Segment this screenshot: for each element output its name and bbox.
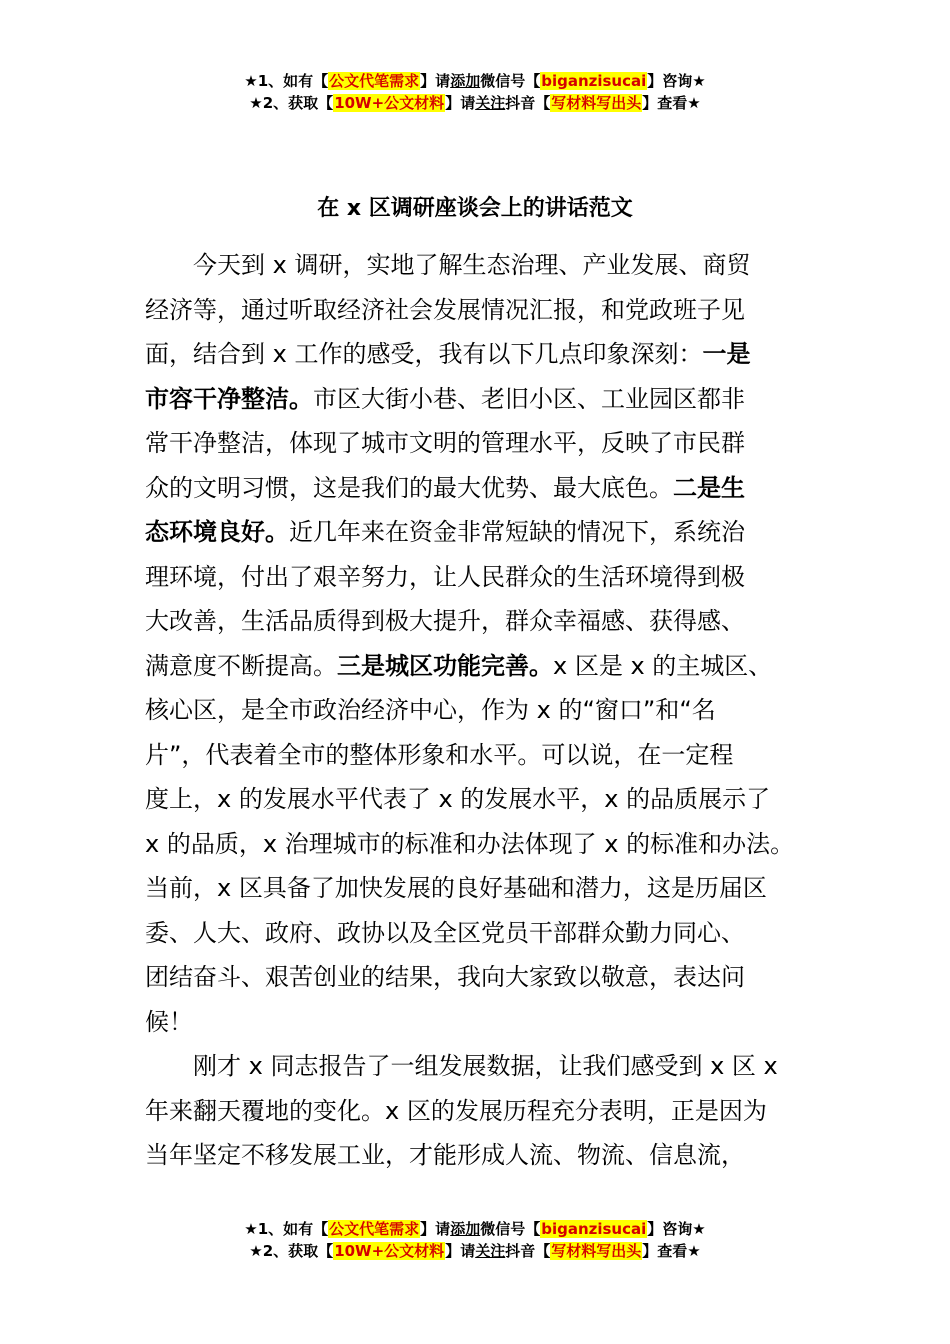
text-line: 年来翻天覆地的变化。x 区的发展历程充分表明，正是因为 bbox=[145, 1096, 767, 1125]
text-line: 委、人大、政府、政协以及全区党员干部群众勤力同心、 bbox=[145, 918, 745, 947]
text-line: x 的品质，x 治理城市的标准和办法体现了 x 的标准和办法。 bbox=[145, 829, 795, 858]
banner-text: 】查看★ bbox=[642, 94, 701, 112]
text-line: 理环境，付出了艰辛努力，让人民群众的生活环境得到极 bbox=[145, 562, 745, 591]
banner-text: 】请 bbox=[420, 72, 451, 90]
banner-underlined-text: 添加 bbox=[450, 72, 481, 90]
text-line: 刚才 x 同志报告了一组发展数据，让我们感受到 x 区 x bbox=[193, 1052, 778, 1080]
bold-heading-text: 态环境良好。 bbox=[145, 518, 289, 546]
banner-highlight: biganzisucai bbox=[541, 72, 647, 90]
line-segment: 市区大街小巷、老旧小区、工业园区都非 bbox=[313, 384, 745, 413]
text-line: 大改善，生活品质得到极大提升，群众幸福感、获得感、 bbox=[145, 607, 745, 635]
document-title: 在 x 区调研座谈会上的讲话范文 bbox=[317, 196, 633, 221]
line-segment: 近几年来在资金非常短缺的情况下，系统治 bbox=[289, 518, 745, 546]
banner-line-1 bbox=[0, 1218, 950, 1240]
banner-highlight: 10W+公文材料 bbox=[334, 94, 445, 112]
text-line: 度上，x 的发展水平代表了 x 的发展水平，x 的品质展示了 bbox=[145, 785, 771, 813]
bold-heading-text: 二是生 bbox=[673, 473, 745, 502]
banner-highlight: 公文代笔需求 bbox=[329, 1220, 420, 1238]
banner-text: 】咨询★ bbox=[647, 1220, 706, 1238]
banner-text: ★2、获取【 bbox=[249, 94, 334, 112]
text-line bbox=[145, 510, 810, 555]
banner-text: ★2、获取【 bbox=[249, 1242, 334, 1260]
paragraph-1 bbox=[145, 243, 810, 1044]
bold-heading-text: 三是城区功能完善。 bbox=[337, 651, 553, 680]
banner-text: ★1、如有【 bbox=[244, 1220, 329, 1238]
banner-highlight: 公文代笔需求 bbox=[329, 72, 420, 90]
banner-text: 微信号【 bbox=[480, 72, 541, 90]
bold-heading-text: 一是 bbox=[702, 340, 751, 368]
text-line: 团结奋斗、艰苦创业的结果，我向大家致以敬意，表达问 bbox=[145, 963, 745, 991]
bold-heading-text: 市容干净整洁。 bbox=[145, 384, 313, 413]
text-line bbox=[145, 377, 810, 422]
banner-highlight: 10W+公文材料 bbox=[334, 1242, 445, 1260]
line-segment: x 区是 x 的主城区、 bbox=[553, 651, 773, 680]
text-line bbox=[145, 466, 810, 511]
banner-text: 】请 bbox=[445, 1242, 476, 1260]
header-banner bbox=[0, 70, 950, 114]
line-segment: 面，结合到 x 工作的感受，我有以下几点印象深刻： bbox=[145, 340, 703, 368]
banner-line-2 bbox=[0, 1240, 950, 1262]
document-body bbox=[145, 243, 810, 1178]
banner-line-1 bbox=[0, 70, 950, 92]
banner-highlight: 写材料写出头 bbox=[551, 94, 642, 112]
footer-banner bbox=[0, 1218, 950, 1262]
text-line: 常干净整洁，体现了城市文明的管理水平，反映了市民群 bbox=[145, 429, 745, 457]
text-line bbox=[145, 332, 810, 377]
banner-highlight: 写材料写出头 bbox=[551, 1242, 642, 1260]
line-segment: 满意度不断提高。 bbox=[145, 651, 337, 680]
text-line: 片”，代表着全市的整体形象和水平。可以说，在一定程 bbox=[145, 740, 734, 769]
text-line: 核心区，是全市政治经济中心，作为 x 的“窗口”和“名 bbox=[145, 696, 716, 724]
banner-text: 】咨询★ bbox=[647, 72, 706, 90]
banner-highlight: biganzisucai bbox=[541, 1220, 647, 1238]
line-segment: 众的文明习惯，这是我们的最大优势、最大底色。 bbox=[145, 473, 673, 502]
banner-text: 】查看★ bbox=[642, 1242, 701, 1260]
text-line: 今天到 x 调研，实地了解生态治理、产业发展、商贸 bbox=[193, 251, 751, 279]
banner-line-2 bbox=[0, 92, 950, 114]
banner-text: 抖音【 bbox=[505, 94, 551, 112]
text-line: 经济等，通过听取经济社会发展情况汇报，和党政班子见 bbox=[145, 295, 745, 324]
text-line: 当年坚定不移发展工业，才能形成人流、物流、信息流， bbox=[145, 1141, 745, 1169]
text-line: 当前，x 区具备了加快发展的良好基础和潜力，这是历届区 bbox=[145, 874, 767, 902]
banner-underlined-text: 关注 bbox=[475, 94, 506, 112]
banner-text: 抖音【 bbox=[505, 1242, 551, 1260]
text-line: 候！ bbox=[145, 1007, 193, 1036]
paragraph-2 bbox=[145, 1044, 810, 1178]
banner-underlined-text: 关注 bbox=[475, 1242, 506, 1260]
banner-text: ★1、如有【 bbox=[244, 72, 329, 90]
banner-text: 】请 bbox=[420, 1220, 451, 1238]
banner-underlined-text: 添加 bbox=[450, 1220, 481, 1238]
banner-text: 微信号【 bbox=[480, 1220, 541, 1238]
banner-text: 】请 bbox=[445, 94, 476, 112]
text-line bbox=[145, 644, 810, 689]
